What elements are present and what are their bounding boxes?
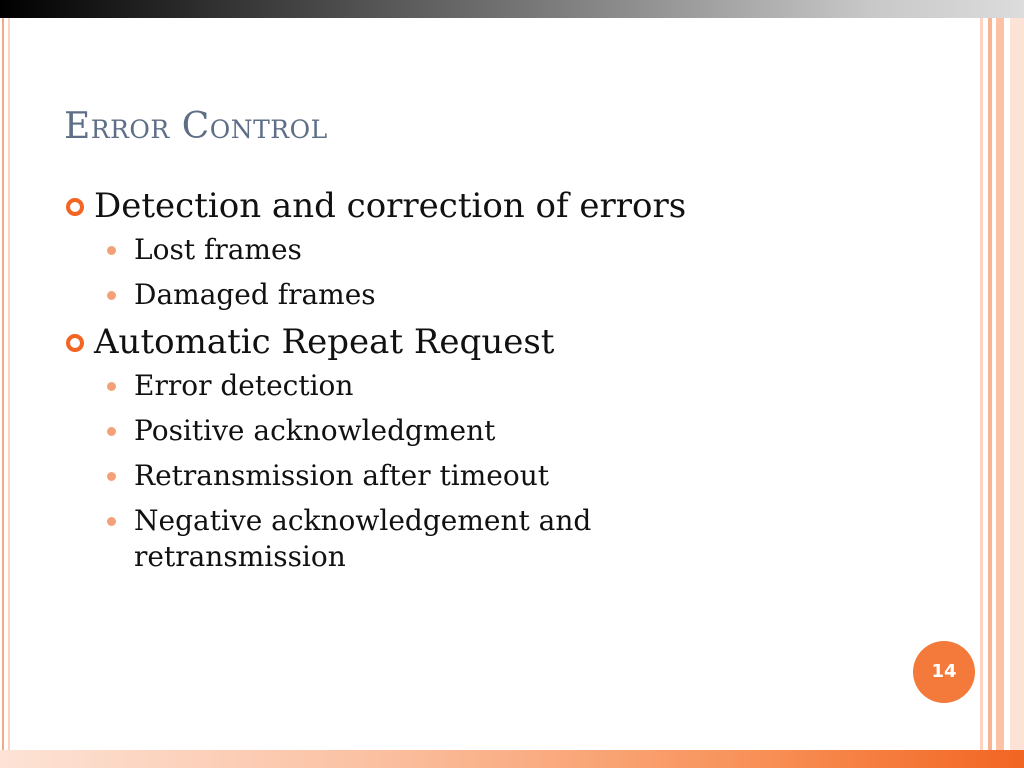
sub-bullet-item — [62, 277, 922, 313]
top-gradient-bar — [0, 0, 1024, 18]
sub-bullet-text: Error detection — [134, 369, 354, 402]
bullet-item — [62, 322, 922, 362]
sub-bullet-item — [62, 232, 922, 268]
dot-bullet-icon — [107, 382, 116, 391]
left-border-stripe — [2, 18, 4, 750]
sub-bullet-item — [62, 368, 922, 404]
right-border-stripe — [996, 18, 1004, 750]
sub-bullet-text: Retransmission after timeout — [134, 459, 550, 492]
right-border-stripe — [980, 18, 983, 750]
sub-bullet-item — [62, 413, 922, 449]
bullet-text: Detection and correction of errors — [94, 186, 687, 226]
page-number-badge: 14 — [913, 641, 975, 703]
sub-bullet-item — [62, 503, 922, 575]
bullet-text: Automatic Repeat Request — [94, 322, 555, 362]
slide-title: Error Control — [64, 106, 328, 147]
dot-bullet-icon — [107, 517, 116, 526]
bullet-item — [62, 186, 922, 226]
sub-bullet-text: Positive acknowledgment — [134, 414, 496, 447]
sub-bullet-text: Lost frames — [134, 233, 302, 266]
circle-ring-bullet-icon — [66, 334, 84, 352]
right-border-stripe — [1010, 18, 1024, 750]
right-border-stripe — [988, 18, 992, 750]
slide-body — [62, 186, 922, 584]
left-border-stripe — [8, 18, 10, 750]
dot-bullet-icon — [107, 291, 116, 300]
bottom-gradient-bar — [0, 750, 1024, 768]
sub-bullet-text: Negative acknowledgement and retransmission — [134, 504, 592, 573]
dot-bullet-icon — [107, 427, 116, 436]
sub-bullet-item — [62, 458, 922, 494]
sub-bullet-text: Damaged frames — [134, 278, 376, 311]
dot-bullet-icon — [107, 246, 116, 255]
dot-bullet-icon — [107, 472, 116, 481]
circle-ring-bullet-icon — [66, 198, 84, 216]
